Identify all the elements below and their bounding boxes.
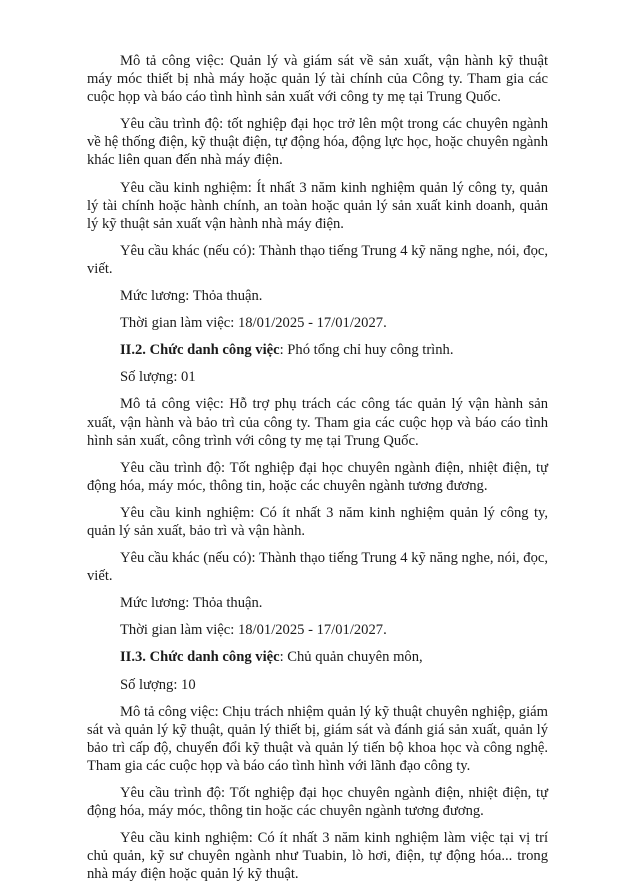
section-heading-label: II.3. Chức danh công việc: [120, 649, 280, 666]
experience-paragraph: Yêu cầu kinh nghiệm: Ít nhất 3 năm kinh nghiệm quản lý công ty, quản lý tài chính hoặc hành chính, an toàn hoặc quản lý sản xuất kinh doanh, quản lý kỹ thuật sản xuất vận hành nhà máy điện.: [87, 179, 548, 232]
section-heading-ii-3: [87, 648, 548, 666]
salary-line: Mức lương: Thỏa thuận.: [120, 288, 263, 305]
job-description-paragraph: Mô tả công việc: Quản lý và giám sát về sản xuất, vận hành kỹ thuật máy móc thiết bị nhà máy hoặc quản lý tài chính của Công ty. Tham gia các cuộc họp và báo cáo tình hình sản xuất với công ty mẹ tại Trung Quốc.: [87, 53, 548, 106]
salary-line: Mức lương: Thỏa thuận.: [120, 595, 263, 612]
work-period-line: Thời gian làm việc: 18/01/2025 - 17/01/2027.: [120, 315, 387, 332]
section-heading-value: : Phó tổng chỉ huy công trình.: [279, 342, 454, 359]
qualification-paragraph: Yêu cầu trình độ: Tốt nghiệp đại học chuyên ngành điện, nhiệt điện, tự động hóa, máy móc, thông tin hoặc các chuyên ngành tương đương.: [87, 785, 548, 820]
section-heading-ii-2: [87, 341, 548, 359]
other-requirements-paragraph: Yêu cầu khác (nếu có): Thành thạo tiếng Trung 4 kỹ năng nghe, nói, đọc, viết.: [87, 242, 548, 277]
job-description-paragraph: Mô tả công việc: Chịu trách nhiệm quản lý kỹ thuật chuyên nghiệp, giám sát và quản lý kỹ thuật, quản lý thiết bị, giám sát và đánh giá sản xuất, quản lý bảo trì cấp độ, chuyển đổi kỹ thuật và quản lý tiến bộ khoa học và công nghệ. Tham gia các cuộc họp và báo cáo tình hình với lãnh đạo công ty.: [87, 703, 548, 774]
work-period-line: Thời gian làm việc: 18/01/2025 - 17/01/2027.: [120, 622, 387, 639]
quantity-line: Số lượng: 01: [120, 369, 196, 386]
document-body: [87, 52, 548, 892]
qualification-paragraph: Yêu cầu trình độ: Tốt nghiệp đại học chuyên ngành điện, nhiệt điện, tự động hóa, máy móc, thông tin, hoặc các chuyên ngành tương đương.: [87, 459, 548, 494]
quantity-line: Số lượng: 10: [120, 676, 196, 693]
experience-paragraph: Yêu cầu kinh nghiệm: Có ít nhất 3 năm kinh nghiệm làm việc tại vị trí chủ quản, kỹ sư chuyên ngành như Tuabin, lò hơi, điện, tự động hóa... trong nhà máy điện hoặc quản lý kỹ thuật.: [87, 830, 548, 883]
job-description-paragraph: Mô tả công việc: Hỗ trợ phụ trách các công tác quản lý vận hành sản xuất, vận hành và bảo trì của công ty. Tham gia các cuộc họp và báo cáo tình hình sản xuất, công trình với công ty mẹ tại Trung Quốc.: [87, 396, 548, 449]
section-heading-label: II.2. Chức danh công việc: [120, 342, 280, 359]
qualification-paragraph: Yêu cầu trình độ: tốt nghiệp đại học trở lên một trong các chuyên ngành về hệ thống điện, kỹ thuật điện, tự động hóa, động lực học, hoặc chuyên ngành khác liên quan đến nhà máy điện.: [87, 116, 548, 169]
section-heading-value: : Chủ quản chuyên môn,: [279, 649, 423, 666]
other-requirements-paragraph: Yêu cầu khác (nếu có): Thành thạo tiếng Trung 4 kỹ năng nghe, nói, đọc, viết.: [87, 550, 548, 585]
experience-paragraph: Yêu cầu kinh nghiệm: Có ít nhất 3 năm kinh nghiệm quản lý công ty, quản lý sản xuất, bảo trì và vận hành.: [87, 504, 548, 539]
